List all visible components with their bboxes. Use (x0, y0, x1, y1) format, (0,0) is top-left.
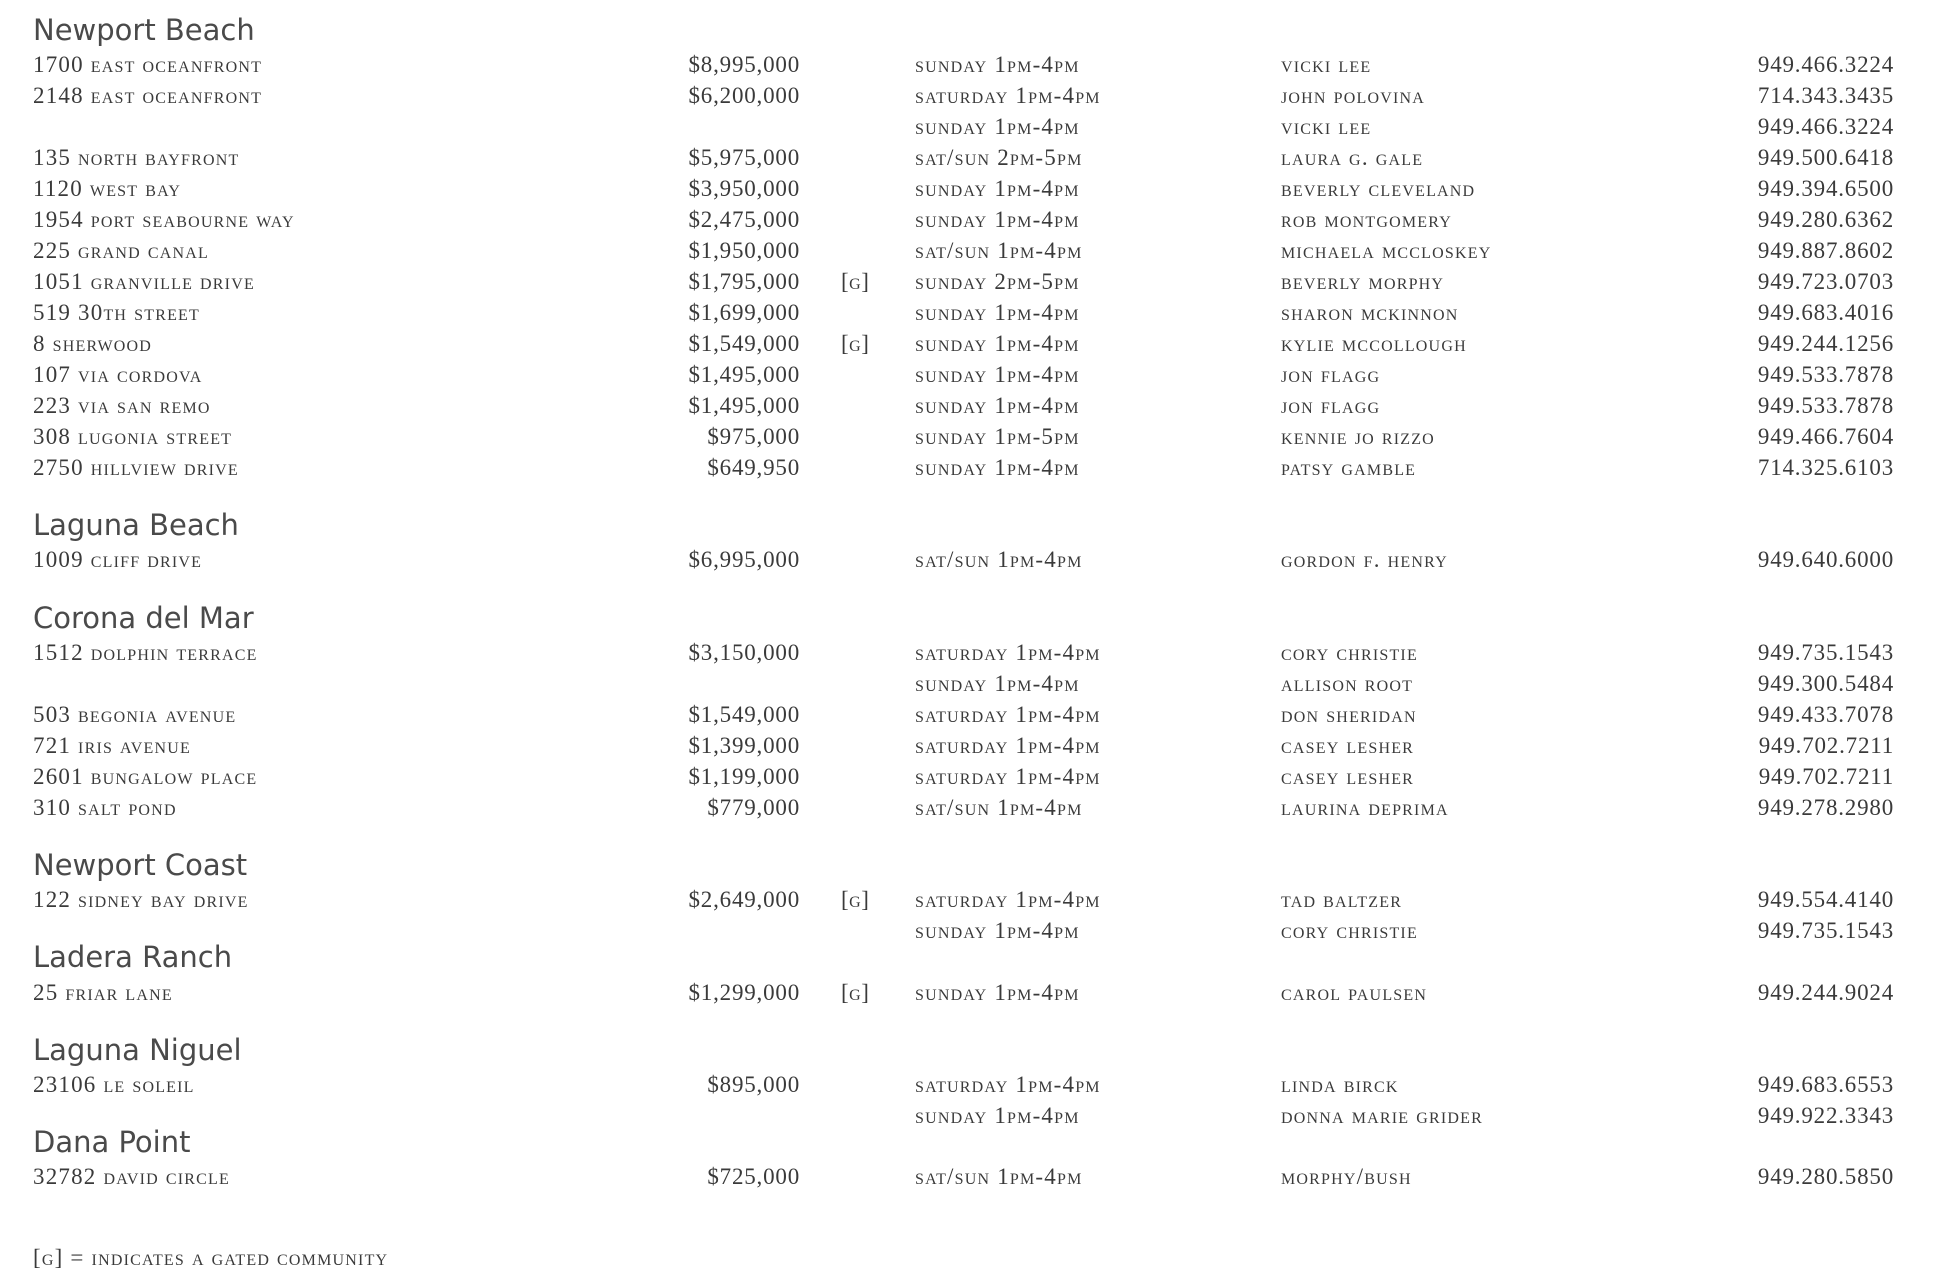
section-heading: Newport Beach (33, 13, 255, 47)
listing-row (0, 1073, 1940, 1104)
listing-price: $1,549,000 (688, 331, 800, 356)
listing-address: 503 begonia avenue (33, 702, 237, 727)
section-heading: Laguna Niguel (33, 1033, 242, 1067)
listing-address: 225 grand canal (33, 238, 209, 263)
open-house-time: sunday 1pm-4pm (915, 455, 1080, 480)
agent-phone: 949.887.8602 (1757, 238, 1894, 263)
listing-address: 310 salt pond (33, 795, 177, 820)
agent-name: patsy gamble (1281, 455, 1417, 480)
listing-price: $1,699,000 (688, 300, 800, 325)
listing-price: $2,475,000 (688, 207, 800, 232)
listing-price: $1,199,000 (688, 764, 800, 789)
listing-row (0, 270, 1940, 301)
gated-marker: [g] (841, 887, 870, 912)
agent-name: vicki lee (1281, 52, 1372, 77)
listing-address: 1954 port seabourne way (33, 207, 295, 232)
listing-row (0, 1104, 1940, 1135)
agent-name: cory christie (1281, 918, 1418, 943)
open-house-time: sat/sun 2pm-5pm (915, 145, 1083, 170)
agent-name: laurina deprima (1281, 795, 1449, 820)
open-house-time: saturday 1pm-4pm (915, 640, 1101, 665)
agent-name: cory christie (1281, 640, 1418, 665)
section-heading: Dana Point (33, 1125, 191, 1159)
listing-row (0, 394, 1940, 425)
agent-phone: 949.735.1543 (1757, 918, 1894, 943)
agent-name: jon flagg (1281, 393, 1381, 418)
agent-phone: 949.640.6000 (1757, 547, 1894, 572)
open-house-time: sunday 1pm-4pm (915, 176, 1080, 201)
listing-price: $1,950,000 (688, 238, 800, 263)
section-heading: Newport Coast (33, 848, 248, 882)
open-house-time: sunday 1pm-4pm (915, 300, 1080, 325)
listing-price: $8,995,000 (688, 52, 800, 77)
agent-name: john polovina (1281, 83, 1426, 108)
agent-name: morphy/bush (1281, 1164, 1412, 1189)
open-house-time: saturday 1pm-4pm (915, 83, 1101, 108)
listing-row (0, 548, 1940, 579)
agent-phone: 949.278.2980 (1757, 795, 1894, 820)
open-house-time: sunday 1pm-4pm (915, 362, 1080, 387)
listing-price: $1,495,000 (688, 393, 800, 418)
open-house-time: saturday 1pm-4pm (915, 887, 1101, 912)
agent-name: gordon f. henry (1281, 547, 1448, 572)
open-house-time: sunday 1pm-5pm (915, 424, 1080, 449)
listing-price: $1,549,000 (688, 702, 800, 727)
listing-row (0, 239, 1940, 270)
listing-address: 721 iris avenue (33, 733, 191, 758)
listing-price: $5,975,000 (688, 145, 800, 170)
agent-phone: 949.500.6418 (1757, 145, 1894, 170)
listing-price: $1,299,000 (688, 980, 800, 1005)
agent-phone: 949.683.6553 (1757, 1072, 1894, 1097)
agent-phone: 949.244.1256 (1757, 331, 1894, 356)
listing-price: $1,795,000 (688, 269, 800, 294)
listing-address: 2750 hillview drive (33, 455, 239, 480)
listing-row (0, 425, 1940, 456)
listing-address: 519 30th street (33, 300, 200, 325)
agent-phone: 949.533.7878 (1757, 393, 1894, 418)
open-house-time: sunday 1pm-4pm (915, 1103, 1080, 1128)
listing-price: $975,000 (707, 424, 800, 449)
open-house-time: sunday 1pm-4pm (915, 980, 1080, 1005)
gated-marker: [g] (841, 269, 870, 294)
listing-row (0, 177, 1940, 208)
listing-address: 1051 granville drive (33, 269, 255, 294)
open-house-time: saturday 1pm-4pm (915, 702, 1101, 727)
agent-name: jon flagg (1281, 362, 1381, 387)
listing-price: $3,150,000 (688, 640, 800, 665)
listing-row (0, 456, 1940, 487)
open-house-time: sunday 1pm-4pm (915, 393, 1080, 418)
agent-phone: 949.922.3343 (1757, 1103, 1894, 1128)
agent-name: donna marie grider (1281, 1103, 1483, 1128)
gated-community-footnote: [g] = indicates a gated community (33, 1245, 389, 1270)
listing-address: 1512 dolphin terrace (33, 640, 258, 665)
listing-address: 223 via san remo (33, 393, 211, 418)
listing-address: 2601 bungalow place (33, 764, 258, 789)
listing-row (0, 84, 1940, 115)
agent-phone: 949.466.3224 (1757, 114, 1894, 139)
agent-name: allison root (1281, 671, 1414, 696)
agent-name: casey lesher (1281, 764, 1415, 789)
agent-phone: 949.300.5484 (1757, 671, 1894, 696)
listing-price: $895,000 (707, 1072, 800, 1097)
agent-name: beverly morphy (1281, 269, 1445, 294)
open-house-time: sunday 1pm-4pm (915, 671, 1080, 696)
open-house-time: sunday 2pm-5pm (915, 269, 1080, 294)
section-heading: Ladera Ranch (33, 940, 233, 974)
section-heading: Corona del Mar (33, 601, 254, 635)
agent-phone: 949.280.6362 (1757, 207, 1894, 232)
listing-address: 25 friar lane (33, 980, 173, 1005)
open-house-time: sat/sun 1pm-4pm (915, 238, 1083, 263)
listing-price: $6,200,000 (688, 83, 800, 108)
agent-name: carol paulsen (1281, 980, 1428, 1005)
listing-row (0, 115, 1940, 146)
listing-row (0, 641, 1940, 672)
listing-row (0, 53, 1940, 84)
agent-phone: 949.533.7878 (1757, 362, 1894, 387)
gated-marker: [g] (841, 331, 870, 356)
listing-row (0, 363, 1940, 394)
listing-address: 1120 west bay (33, 176, 182, 201)
agent-name: sharon mckinnon (1281, 300, 1459, 325)
agent-phone: 949.683.4016 (1757, 300, 1894, 325)
listing-price: $3,950,000 (688, 176, 800, 201)
listing-address: 23106 le soleil (33, 1072, 195, 1097)
agent-name: kennie jo rizzo (1281, 424, 1435, 449)
agent-phone: 949.394.6500 (1757, 176, 1894, 201)
agent-phone: 949.702.7211 (1758, 733, 1894, 758)
agent-phone: 714.343.3435 (1757, 83, 1894, 108)
listing-address: 122 sidney bay drive (33, 887, 249, 912)
listing-row (0, 301, 1940, 332)
agent-name: beverly cleveland (1281, 176, 1476, 201)
listing-address: 8 sherwood (33, 331, 153, 356)
listing-row (0, 332, 1940, 363)
listing-row (0, 208, 1940, 239)
agent-phone: 949.702.7211 (1758, 764, 1894, 789)
agent-phone: 949.433.7078 (1757, 702, 1894, 727)
listing-row (0, 796, 1940, 827)
agent-name: michaela mccloskey (1281, 238, 1492, 263)
listing-row (0, 888, 1940, 919)
open-house-time: sunday 1pm-4pm (915, 114, 1080, 139)
agent-phone: 949.466.3224 (1757, 52, 1894, 77)
open-house-time: saturday 1pm-4pm (915, 764, 1101, 789)
agent-name: tad baltzer (1281, 887, 1403, 912)
listing-price: $779,000 (707, 795, 800, 820)
open-house-time: sunday 1pm-4pm (915, 918, 1080, 943)
agent-phone: 949.554.4140 (1757, 887, 1894, 912)
listing-address: 32782 david circle (33, 1164, 230, 1189)
listing-row (0, 672, 1940, 703)
listing-row (0, 146, 1940, 177)
listing-row (0, 1165, 1940, 1196)
listing-price: $2,649,000 (688, 887, 800, 912)
listing-row (0, 981, 1940, 1012)
listing-price: $1,399,000 (688, 733, 800, 758)
listing-row (0, 765, 1940, 796)
listing-price: $725,000 (707, 1164, 800, 1189)
agent-phone: 949.280.5850 (1757, 1164, 1894, 1189)
open-house-time: sunday 1pm-4pm (915, 207, 1080, 232)
listing-address: 107 via cordova (33, 362, 203, 387)
listing-row (0, 703, 1940, 734)
open-house-time: sat/sun 1pm-4pm (915, 1164, 1083, 1189)
listing-address: 1700 east oceanfront (33, 52, 263, 77)
agent-phone: 714.325.6103 (1757, 455, 1894, 480)
open-house-time: saturday 1pm-4pm (915, 1072, 1101, 1097)
agent-phone: 949.466.7604 (1757, 424, 1894, 449)
gated-marker: [g] (841, 980, 870, 1005)
agent-name: casey lesher (1281, 733, 1415, 758)
listing-price: $6,995,000 (688, 547, 800, 572)
open-house-time: sunday 1pm-4pm (915, 331, 1080, 356)
agent-name: rob montgomery (1281, 207, 1453, 232)
agent-name: don sheridan (1281, 702, 1417, 727)
listing-row (0, 919, 1940, 950)
agent-phone: 949.244.9024 (1757, 980, 1894, 1005)
open-house-time: sunday 1pm-4pm (915, 52, 1080, 77)
agent-name: vicki lee (1281, 114, 1372, 139)
agent-phone: 949.735.1543 (1757, 640, 1894, 665)
section-heading: Laguna Beach (33, 508, 239, 542)
listing-row (0, 734, 1940, 765)
listing-address: 135 north bayfront (33, 145, 240, 170)
agent-name: kylie mccollough (1281, 331, 1467, 356)
listing-price: $649,950 (707, 455, 800, 480)
agent-phone: 949.723.0703 (1757, 269, 1894, 294)
listing-address: 1009 cliff drive (33, 547, 203, 572)
listing-address: 308 lugonia street (33, 424, 233, 449)
listing-price: $1,495,000 (688, 362, 800, 387)
open-house-time: saturday 1pm-4pm (915, 733, 1101, 758)
open-house-time: sat/sun 1pm-4pm (915, 795, 1083, 820)
listing-address: 2148 east oceanfront (33, 83, 263, 108)
agent-name: laura g. gale (1281, 145, 1424, 170)
open-house-time: sat/sun 1pm-4pm (915, 547, 1083, 572)
agent-name: linda birck (1281, 1072, 1399, 1097)
